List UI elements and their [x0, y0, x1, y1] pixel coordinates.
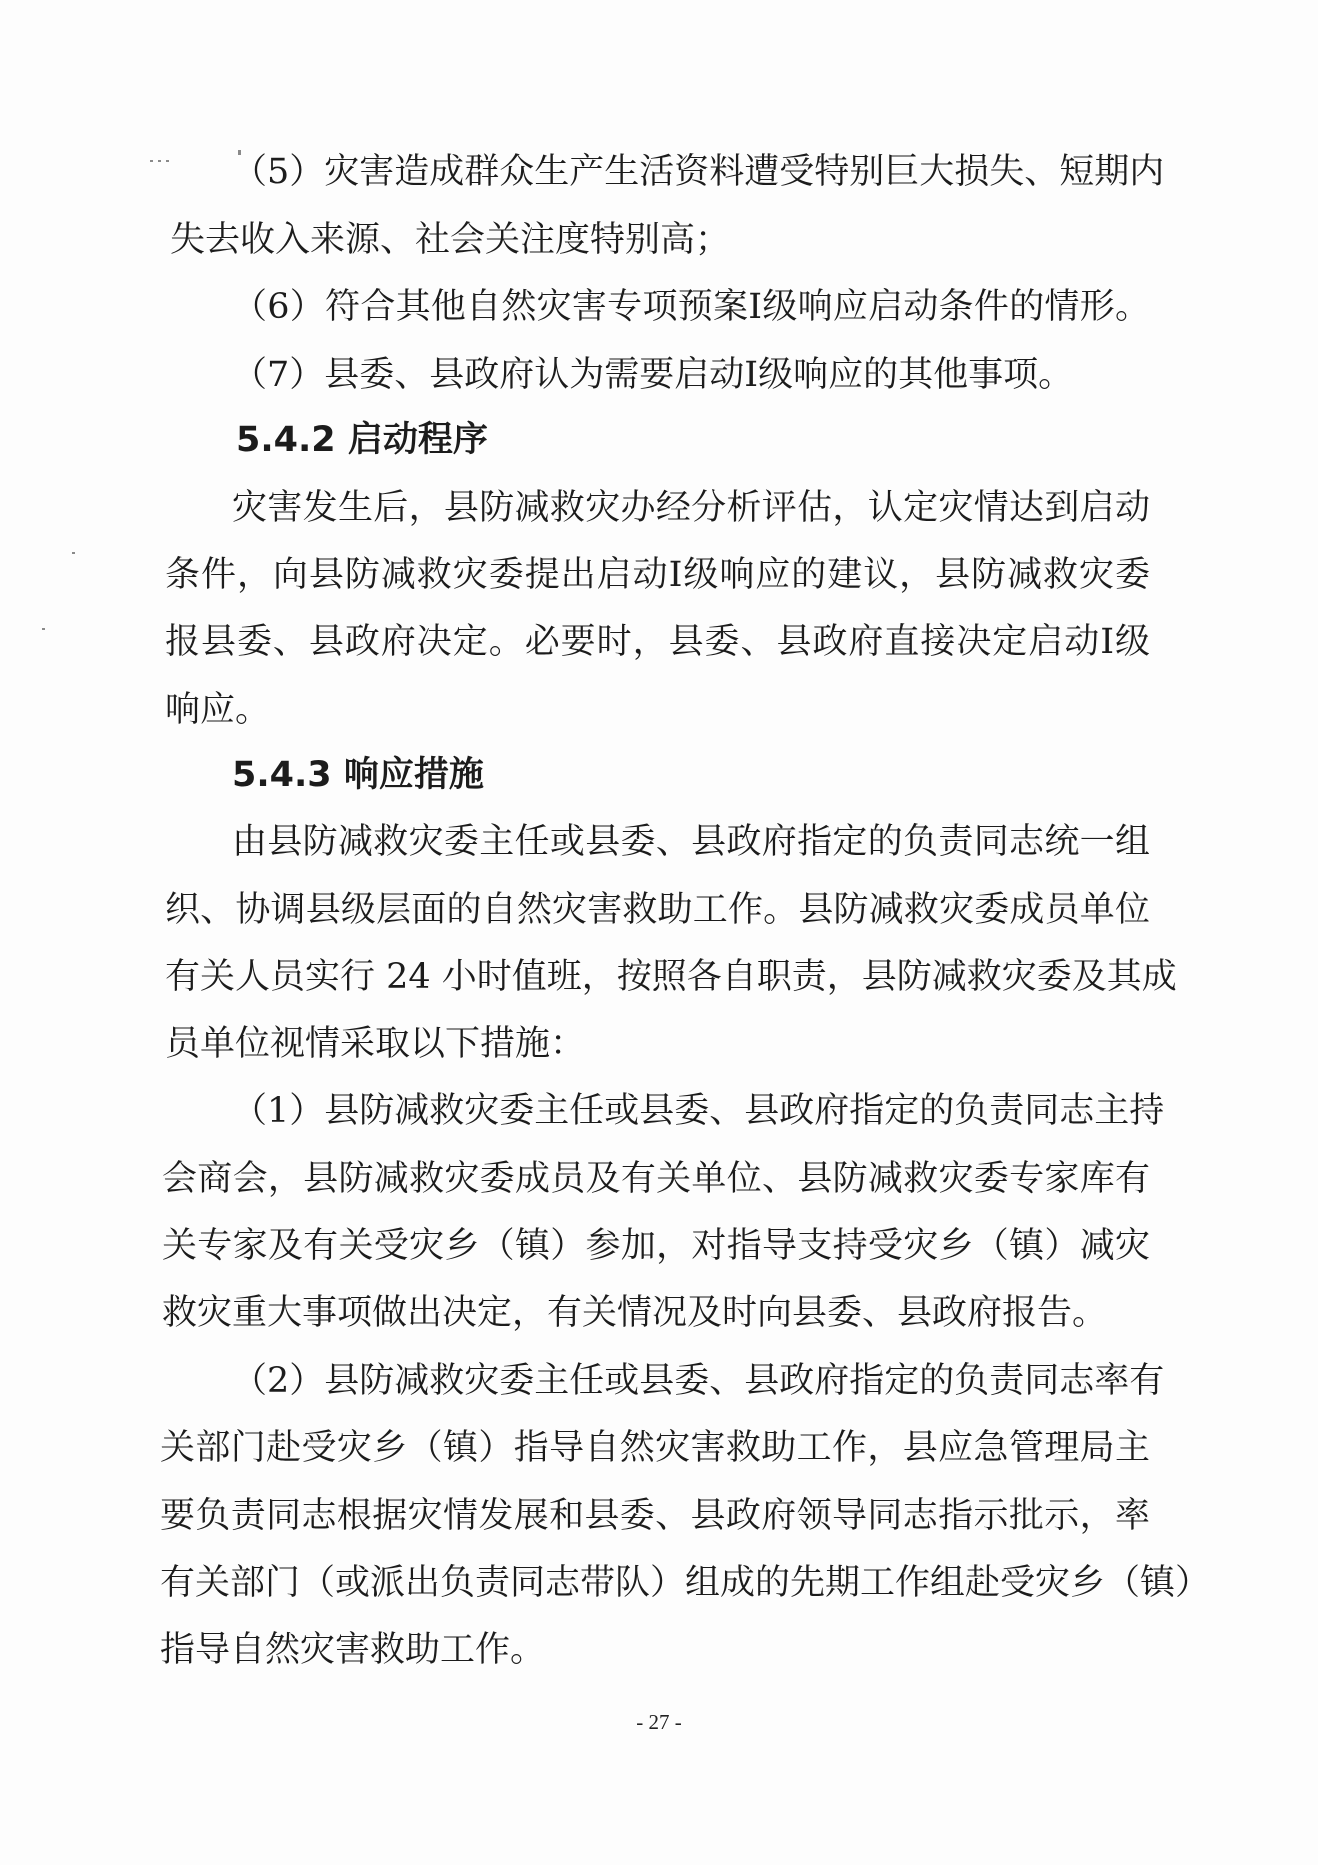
- scan-mark: [72, 552, 75, 554]
- paragraph-line: 响应。: [165, 690, 271, 730]
- paragraph-line: 失去收入来源、社会关注度特别高；: [170, 220, 731, 260]
- paragraph-line: 要负责同志根据灾情发展和县委、县政府领导同志指示批示，率: [160, 1496, 1150, 1536]
- paragraph-line: 关专家及有关受灾乡（镇）参加，对指导支持受灾乡（镇）减灾: [162, 1226, 1150, 1266]
- paragraph-line: 关部门赴受灾乡（镇）指导自然灾害救助工作，县应急管理局主: [160, 1428, 1150, 1468]
- scan-mark: [158, 160, 161, 162]
- paragraph-line: （7）县委、县政府认为需要启动Ⅰ级响应的其他事项。: [232, 355, 1074, 395]
- paragraph-line: 员单位视情采取以下措施：: [165, 1024, 586, 1064]
- paragraph-line: 有关部门（或派出负责同志带队）组成的先期工作组赴受灾乡（镇）: [160, 1563, 1211, 1603]
- paragraph-line: （6）符合其他自然灾害专项预案Ⅰ级响应启动条件的情形。: [232, 287, 1150, 327]
- scan-mark: [166, 160, 169, 162]
- paragraph-line: （5）灾害造成群众生产生活资料遭受特别巨大损失、短期内: [232, 152, 1165, 192]
- paragraph-line: 灾害发生后，县防减救灾办经分析评估，认定灾情达到启动: [232, 488, 1150, 528]
- paragraph-line: 织、协调县级层面的自然灾害救助工作。县防减救灾委成员单位: [165, 890, 1150, 930]
- section-heading: 5.4.3 响应措施: [232, 755, 484, 795]
- paragraph-line: 由县防减救灾委主任或县委、县政府指定的负责同志统一组: [232, 822, 1150, 862]
- paragraph-line: 条件，向县防减救灾委提出启动Ⅰ级响应的建议，县防减救灾委: [165, 555, 1151, 595]
- scan-mark: [42, 628, 45, 630]
- page-number: - 27 -: [636, 1710, 682, 1734]
- paragraph-line: 指导自然灾害救助工作。: [160, 1630, 546, 1670]
- paragraph-line: 报县委、县政府决定。必要时，县委、县政府直接决定启动Ⅰ级: [165, 622, 1151, 662]
- scan-mark: [150, 160, 153, 162]
- paragraph-line: 会商会，县防减救灾委成员及有关单位、县防减救灾委专家库有: [162, 1159, 1150, 1199]
- paragraph-line: （2）县防减救灾委主任或县委、县政府指定的负责同志率有: [232, 1361, 1165, 1401]
- paragraph-line: 救灾重大事项做出决定，有关情况及时向县委、县政府报告。: [162, 1293, 1108, 1333]
- paragraph-line: 有关人员实行 24 小时值班，按照各自职责，县防减救灾委及其成: [165, 957, 1177, 997]
- section-heading: 5.4.2 启动程序: [236, 420, 488, 460]
- paragraph-line: （1）县防减救灾委主任或县委、县政府指定的负责同志主持: [232, 1091, 1165, 1131]
